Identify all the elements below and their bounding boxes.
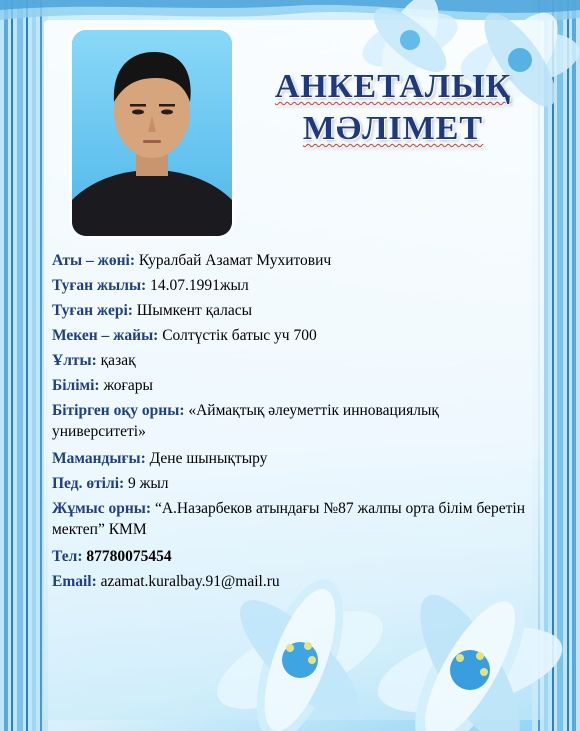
field-label: Email: xyxy=(52,573,97,590)
field-label: Аты – жөні: xyxy=(52,252,136,269)
profile-info xyxy=(52,248,552,594)
title-line-1: АНКЕТАЛЫҚ xyxy=(274,68,512,105)
field-value: 14.07.1991жыл xyxy=(150,277,249,294)
field-label: Мамандығы: xyxy=(52,450,146,467)
field-label: Тел: xyxy=(52,548,83,565)
field-value: “А.Назарбеков атындағы №87 жалпы орта білім беретін мектеп” КММ xyxy=(52,500,526,538)
field-label: Жұмыс орны: xyxy=(52,500,152,517)
field-value: жоғары xyxy=(103,377,153,394)
field-nationality xyxy=(52,348,552,373)
field-label: Туған жері: xyxy=(52,302,133,319)
field-value: 87780075454 xyxy=(86,548,172,565)
field-label: Пед. өтілі: xyxy=(52,475,125,492)
left-stripes-decoration xyxy=(0,0,48,731)
profile-photo xyxy=(72,30,232,236)
field-birth-place xyxy=(52,298,552,323)
field-label: Туған жылы: xyxy=(52,277,147,294)
field-birth-year xyxy=(52,273,552,298)
field-label: Білімі: xyxy=(52,377,100,394)
field-specialty xyxy=(52,446,552,471)
field-value: Куралбай Азамат Мухитович xyxy=(138,252,332,269)
person-photo-icon xyxy=(72,30,232,236)
field-teaching-experience xyxy=(52,471,552,496)
title-line-2: МӘЛІМЕТ xyxy=(302,110,484,147)
field-value: Шымкент қаласы xyxy=(136,302,253,319)
field-value: 9 жыл xyxy=(128,475,169,492)
field-full-name xyxy=(52,248,552,273)
field-phone xyxy=(52,544,552,569)
field-education xyxy=(52,373,552,398)
field-value: қазақ xyxy=(100,352,136,369)
field-label: Ұлты: xyxy=(52,352,97,369)
field-label: Бітірген оқу орны: xyxy=(52,402,185,419)
field-value: «Аймақтық әлеуметтік инновациялық университеті» xyxy=(52,402,439,440)
field-label: Мекен – жайы: xyxy=(52,327,159,344)
field-value: Солтүстік батыс уч 700 xyxy=(162,327,317,344)
field-email xyxy=(52,569,552,594)
field-workplace xyxy=(52,498,532,540)
field-address xyxy=(52,323,552,348)
field-graduated-institution xyxy=(52,400,532,442)
field-value: azamat.kuralbay.91@mail.ru xyxy=(100,573,280,590)
field-value: Дене шынықтыру xyxy=(149,450,268,467)
